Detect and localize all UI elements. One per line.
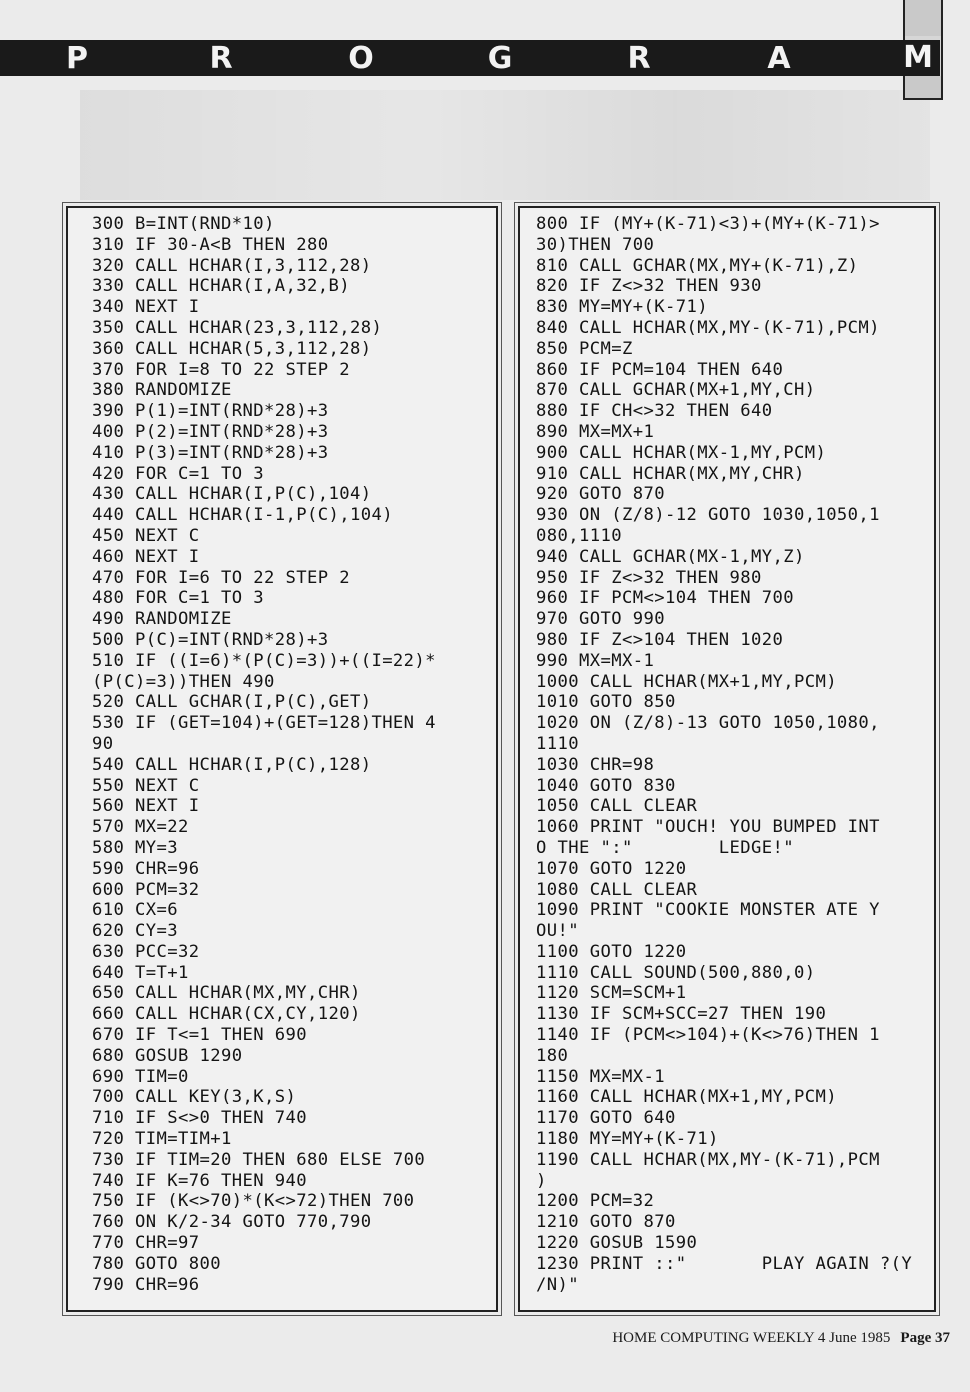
code-line: 550 NEXT C [92,775,200,796]
code-line: 940 CALL GCHAR(MX-1,MY,Z) [536,546,805,567]
code-line: 710 IF S<>0 THEN 740 [92,1108,307,1129]
code-line: 1110 [536,733,579,754]
code-line: 400 P(2)=INT(RND*28)+3 [92,421,329,442]
code-line: 1030 CHR=98 [536,754,655,775]
banner-letter-r: R [209,41,233,76]
code-line: 30)THEN 700 [536,234,655,255]
banner-letter-p: P [66,41,88,76]
code-line: 410 P(3)=INT(RND*28)+3 [92,442,329,463]
code-line: 1230 PRINT ::" PLAY AGAIN ?(Y [536,1253,913,1274]
code-line: 620 CY=3 [92,921,178,942]
code-line: 390 P(1)=INT(RND*28)+3 [92,401,329,422]
code-line: 440 CALL HCHAR(I-1,P(C),104) [92,505,393,526]
print-through-texture [80,90,930,200]
code-line: 080,1110 [536,525,622,546]
code-listing-left [92,214,436,1295]
listing-panel-left [66,206,498,1312]
code-line: 420 FOR C=1 TO 3 [92,463,264,484]
code-line: 1080 CALL CLEAR [536,879,698,900]
code-line: 860 IF PCM=104 THEN 640 [536,359,784,380]
code-line: 970 GOTO 990 [536,609,665,630]
code-line: 770 CHR=97 [92,1233,200,1254]
code-line: 570 MX=22 [92,817,189,838]
code-line: 310 IF 30-A<B THEN 280 [92,234,329,255]
code-line: 830 MY=MY+(K-71) [536,297,708,318]
code-line: 510 IF ((I=6)*(P(C)=3))+((I=22)* [92,650,436,671]
code-line: 1200 PCM=32 [536,1191,655,1212]
code-line: 1210 GOTO 870 [536,1212,676,1233]
code-line: 1130 IF SCM+SCC=27 THEN 190 [536,1004,827,1025]
code-line: 300 B=INT(RND*10) [92,214,275,234]
code-line: 90 [92,733,114,754]
page-footer [612,1330,950,1347]
code-line: 540 CALL HCHAR(I,P(C),128) [92,754,372,775]
banner-letter-o: O [348,41,374,76]
code-line: 1170 GOTO 640 [536,1108,676,1129]
code-line: 520 CALL GCHAR(I,P(C),GET) [92,692,372,713]
code-line: 1010 GOTO 850 [536,692,676,713]
code-line: 430 CALL HCHAR(I,P(C),104) [92,484,372,505]
code-line: 1100 GOTO 1220 [536,941,687,962]
banner-letter-a: A [767,41,791,76]
code-line: 640 T=T+1 [92,962,189,983]
code-line: 1090 PRINT "COOKIE MONSTER ATE Y [536,900,880,921]
code-line: 720 TIM=TIM+1 [92,1129,232,1150]
code-line: 980 IF Z<>104 THEN 1020 [536,629,784,650]
code-line: 1020 ON (Z/8)-13 GOTO 1050,1080, [536,713,880,734]
code-line: 730 IF TIM=20 THEN 680 ELSE 700 [92,1149,426,1170]
code-line: 990 MX=MX-1 [536,650,655,671]
code-line: 840 CALL HCHAR(MX,MY-(K-71),PCM) [536,317,880,338]
code-line: 1180 MY=MY+(K-71) [536,1129,719,1150]
code-line: 1160 CALL HCHAR(MX+1,MY,PCM) [536,1087,837,1108]
code-line: 810 CALL GCHAR(MX,MY+(K-71),Z) [536,255,859,276]
code-line: 330 CALL HCHAR(I,A,32,B) [92,276,350,297]
code-line: 470 FOR I=6 TO 22 STEP 2 [92,567,350,588]
code-line: 500 P(C)=INT(RND*28)+3 [92,629,329,650]
code-line: 350 CALL HCHAR(23,3,112,28) [92,317,383,338]
code-line: (P(C)=3))THEN 490 [92,671,275,692]
code-line: 580 MY=3 [92,837,178,858]
code-line: 360 CALL HCHAR(5,3,112,28) [92,338,372,359]
code-line: /N)" [536,1274,579,1295]
code-line: 850 PCM=Z [536,338,633,359]
code-line: 680 GOSUB 1290 [92,1045,243,1066]
code-line: 560 NEXT I [92,796,200,817]
code-line: O THE ":" LEDGE!" [536,837,794,858]
code-line: 1070 GOTO 1220 [536,858,687,879]
code-line: 1000 CALL HCHAR(MX+1,MY,PCM) [536,671,837,692]
code-line: 780 GOTO 800 [92,1253,221,1274]
code-line: 600 PCM=32 [92,879,200,900]
code-line: 960 IF PCM<>104 THEN 700 [536,588,794,609]
code-line: 380 RANDOMIZE [92,380,232,401]
page-number: Page 37 [900,1330,950,1346]
publication-line: HOME COMPUTING WEEKLY 4 June 1985 [612,1330,891,1346]
program-banner [0,40,940,76]
code-line: 1190 CALL HCHAR(MX,MY-(K-71),PCM [536,1149,880,1170]
code-line: 450 NEXT C [92,525,200,546]
code-line: ) [536,1170,547,1191]
code-line: 870 CALL GCHAR(MX+1,MY,CH) [536,380,816,401]
code-line: 1060 PRINT "OUCH! YOU BUMPED INT [536,817,880,838]
banner-letter-m: M [903,40,933,75]
code-line: 700 CALL KEY(3,K,S) [92,1087,297,1108]
code-listing-right [536,214,912,1295]
code-line: 590 CHR=96 [92,858,200,879]
code-line: 1040 GOTO 830 [536,775,676,796]
code-line: 1050 CALL CLEAR [536,796,698,817]
code-line: 530 IF (GET=104)+(GET=128)THEN 4 [92,713,436,734]
code-line: 1150 MX=MX-1 [536,1066,665,1087]
code-line: 660 CALL HCHAR(CX,CY,120) [92,1004,361,1025]
code-line: 340 NEXT I [92,297,200,318]
banner-letter-r2: R [627,41,651,76]
code-line: 320 CALL HCHAR(I,3,112,28) [92,255,372,276]
code-line: 820 IF Z<>32 THEN 930 [536,276,762,297]
code-line: 950 IF Z<>32 THEN 980 [536,567,762,588]
code-line: 900 CALL HCHAR(MX-1,MY,PCM) [536,442,827,463]
code-line: 1110 CALL SOUND(500,880,0) [536,962,816,983]
code-line: 650 CALL HCHAR(MX,MY,CHR) [92,983,361,1004]
code-line: 800 IF (MY+(K-71)<3)+(MY+(K-71)> [536,214,880,234]
code-line: 610 CX=6 [92,900,178,921]
code-line: 180 [536,1045,569,1066]
banner-letter-g: G [487,41,513,76]
code-line: 460 NEXT I [92,546,200,567]
code-line: 630 PCC=32 [92,941,200,962]
code-line: 930 ON (Z/8)-12 GOTO 1030,1050,1 [536,505,880,526]
listing-panel-right [518,206,936,1312]
code-line: 910 CALL HCHAR(MX,MY,CHR) [536,463,805,484]
code-line: 890 MX=MX+1 [536,421,655,442]
code-line: 790 CHR=96 [92,1274,200,1295]
code-line: 370 FOR I=8 TO 22 STEP 2 [92,359,350,380]
code-line: 920 GOTO 870 [536,484,665,505]
code-line: 1220 GOSUB 1590 [536,1233,698,1254]
code-line: OU!" [536,921,579,942]
code-line: 490 RANDOMIZE [92,609,232,630]
code-line: 750 IF (K<>70)*(K<>72)THEN 700 [92,1191,415,1212]
code-line: 480 FOR C=1 TO 3 [92,588,264,609]
code-line: 670 IF T<=1 THEN 690 [92,1025,307,1046]
code-line: 1120 SCM=SCM+1 [536,983,687,1004]
code-line: 760 ON K/2-34 GOTO 770,790 [92,1212,372,1233]
code-line: 1140 IF (PCM<>104)+(K<>76)THEN 1 [536,1025,880,1046]
code-line: 690 TIM=0 [92,1066,189,1087]
code-line: 740 IF K=76 THEN 940 [92,1170,307,1191]
code-line: 880 IF CH<>32 THEN 640 [536,401,773,422]
